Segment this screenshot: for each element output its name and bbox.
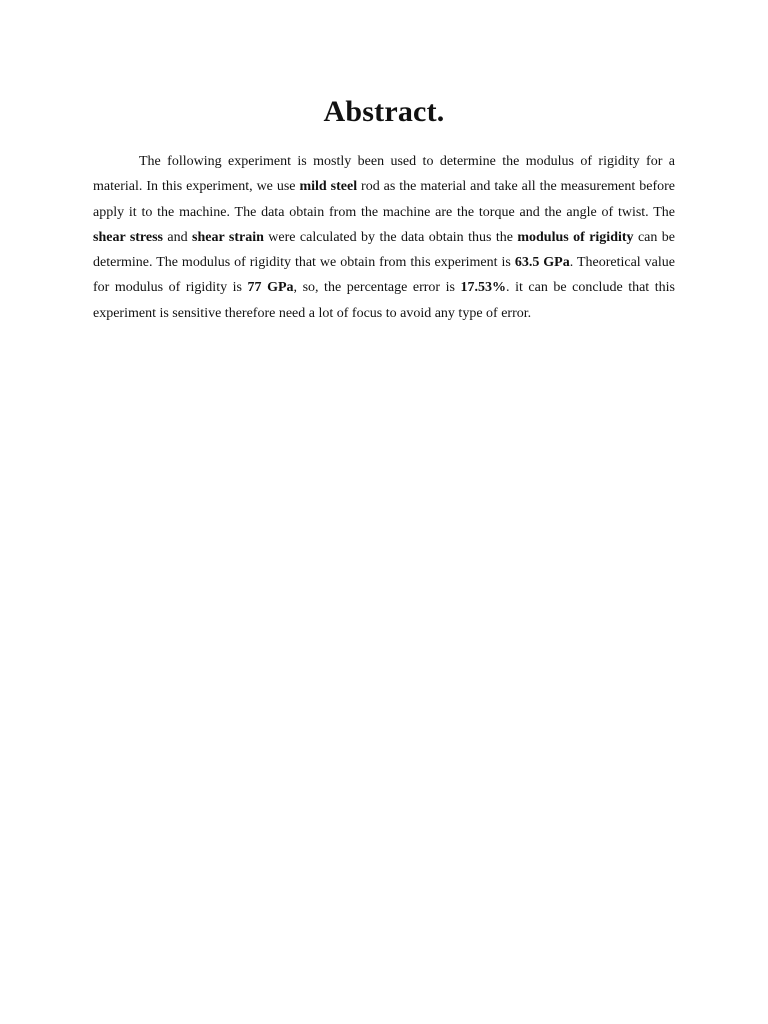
emphasis-shear-strain: shear strain (192, 229, 264, 245)
abstract-text: can be determine. The modulus of rigidity that we obtain from this experiment is (93, 229, 675, 271)
abstract-text: . it can be conclude that this experiment is sensitive therefore need a lot of focus to avoid any type of error. (93, 280, 675, 321)
page-title: Abstract. (323, 95, 445, 128)
abstract-text: , so, the percentage error is (293, 280, 461, 296)
emphasis-measured-value: 63.5 GPa (514, 255, 570, 271)
abstract-text: The following experiment is mostly been used to determine the modulus of rigidity for a material. In this experiment, we use (93, 154, 675, 195)
emphasis-modulus-of-rigidity: modulus of rigidity (517, 229, 634, 245)
abstract-text: rod as the material and take all the measurement before apply it to the machine. The data obtain from the machine are the torque and the angle of twist. The (93, 179, 675, 220)
abstract-text: were calculated by the data obtain thus the (263, 229, 518, 245)
emphasis-percentage-error: 17.53% (460, 280, 507, 296)
emphasis-theoretical-value: 77 GPa (247, 280, 294, 296)
abstract-paragraph (93, 149, 675, 326)
emphasis-material: mild steel (299, 179, 358, 195)
emphasis-shear-stress: shear stress (93, 229, 163, 245)
abstract-text: and (163, 229, 193, 245)
abstract-text: . Theoretical value for modulus of rigidity is (93, 255, 675, 296)
